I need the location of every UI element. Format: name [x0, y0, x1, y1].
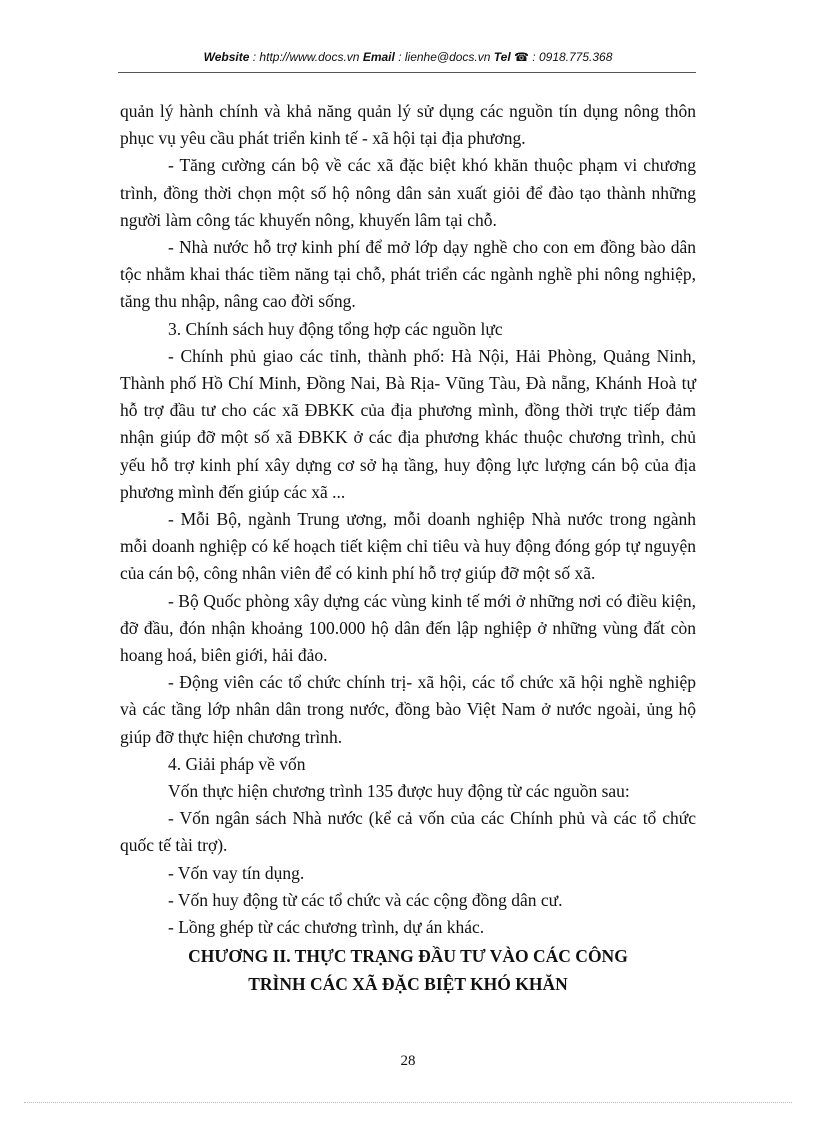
- paragraph: - Lồng ghép từ các chương trình, dự án khác.: [168, 917, 485, 938]
- email-value: : lienhe@docs.vn: [398, 50, 491, 64]
- chapter-title-line-2: TRÌNH CÁC XÃ ĐẶC BIỆT KHÓ KHĂN: [248, 973, 568, 994]
- chapter-title-line-1: CHƯƠNG II. THỰC TRẠNG ĐẦU TƯ VÀO CÁC CÔNG: [188, 946, 628, 967]
- paragraph: Vốn thực hiện chương trình 135 được huy động từ các nguồn sau:: [168, 781, 630, 802]
- paragraph: - Tăng cường cán bộ về các xã đặc biệt khó khăn thuộc phạm vi chương trình, đồng thời chọn một số hộ nông dân sản xuất giỏi để đào tạo thành những người làm công tác khuyến nông, khuyến lâm tại chỗ.: [120, 155, 696, 230]
- tel-value: ☎ : 0918.775.368: [514, 50, 613, 64]
- paragraph: quản lý hành chính và khả năng quản lý sử dụng các nguồn tín dụng nông thôn phục vụ yêu cầu phát triển kinh tế - xã hội tại địa phương.: [120, 101, 696, 149]
- header-divider: [118, 72, 696, 73]
- website-label: Website: [203, 50, 250, 64]
- page-header: [0, 50, 816, 64]
- paragraph: - Nhà nước hỗ trợ kinh phí để mở lớp dạy nghề cho con em đồng bào dân tộc nhằm khai thác tiềm năng tại chỗ, phát triển các ngành nghề phi nông nghiệp, tăng thu nhập, nâng cao đời sống.: [120, 237, 696, 312]
- paragraph: - Vốn huy động từ các tổ chức và các cộng đồng dân cư.: [168, 889, 563, 910]
- page-number: 28: [400, 1053, 416, 1069]
- tel-label: Tel: [493, 50, 511, 64]
- paragraph: - Động viên các tổ chức chính trị- xã hội, các tổ chức xã hội nghề nghiệp và các tầng lớp nhân dân trong nước, đồng bào Việt Nam ở nước ngoài, ủng hộ giúp đỡ thực hiện chương trình.: [120, 672, 696, 747]
- section-heading: 4. Giải pháp về vốn: [168, 753, 306, 774]
- page-bottom-divider: [24, 1102, 792, 1103]
- website-value: : http://www.docs.vn: [252, 50, 360, 64]
- paragraph: - Vốn ngân sách Nhà nước (kể cả vốn của các Chính phủ và các tổ chức quốc tế tài trợ).: [120, 808, 696, 856]
- email-label: Email: [362, 50, 395, 64]
- paragraph: - Vốn vay tín dụng.: [168, 862, 305, 883]
- paragraph: - Bộ Quốc phòng xây dựng các vùng kinh tế mới ở những nơi có điều kiện, đỡ đầu, đón nhận khoảng 100.000 hộ dân đến lập nghiệp ở những vùng đất còn hoang hoá, biên giới, hải đảo.: [120, 590, 696, 666]
- section-heading: 3. Chính sách huy động tổng hợp các nguồn lực: [168, 318, 503, 339]
- paragraph: - Chính phủ giao các tỉnh, thành phố: Hà Nội, Hải Phòng, Quảng Ninh, Thành phố Hồ Chí Minh, Đồng Nai, Bà Rịa- Vũng Tàu, Đà nẵng, Khánh Hoà tự hỗ trợ đầu tư cho các xã ĐBKK của địa phương mình, đồng thời trực tiếp đảm nhận giúp đỡ một số xã ĐBKK ở các địa phương khác thuộc chương trình, chủ yếu hỗ trợ kinh phí xây dựng cơ sở hạ tầng, huy động lực lượng cán bộ của địa phương mình đến giúp các xã ...: [120, 345, 696, 502]
- document-body: [120, 98, 696, 998]
- paragraph: - Mỗi Bộ, ngành Trung ương, mỗi doanh nghiệp Nhà nước trong ngành mỗi doanh nghiệp có kế hoạch tiết kiệm chỉ tiêu và huy động đóng góp tự nguyện của cán bộ, công nhân viên để có kinh phí hỗ trợ giúp đỡ một số xã.: [120, 509, 696, 584]
